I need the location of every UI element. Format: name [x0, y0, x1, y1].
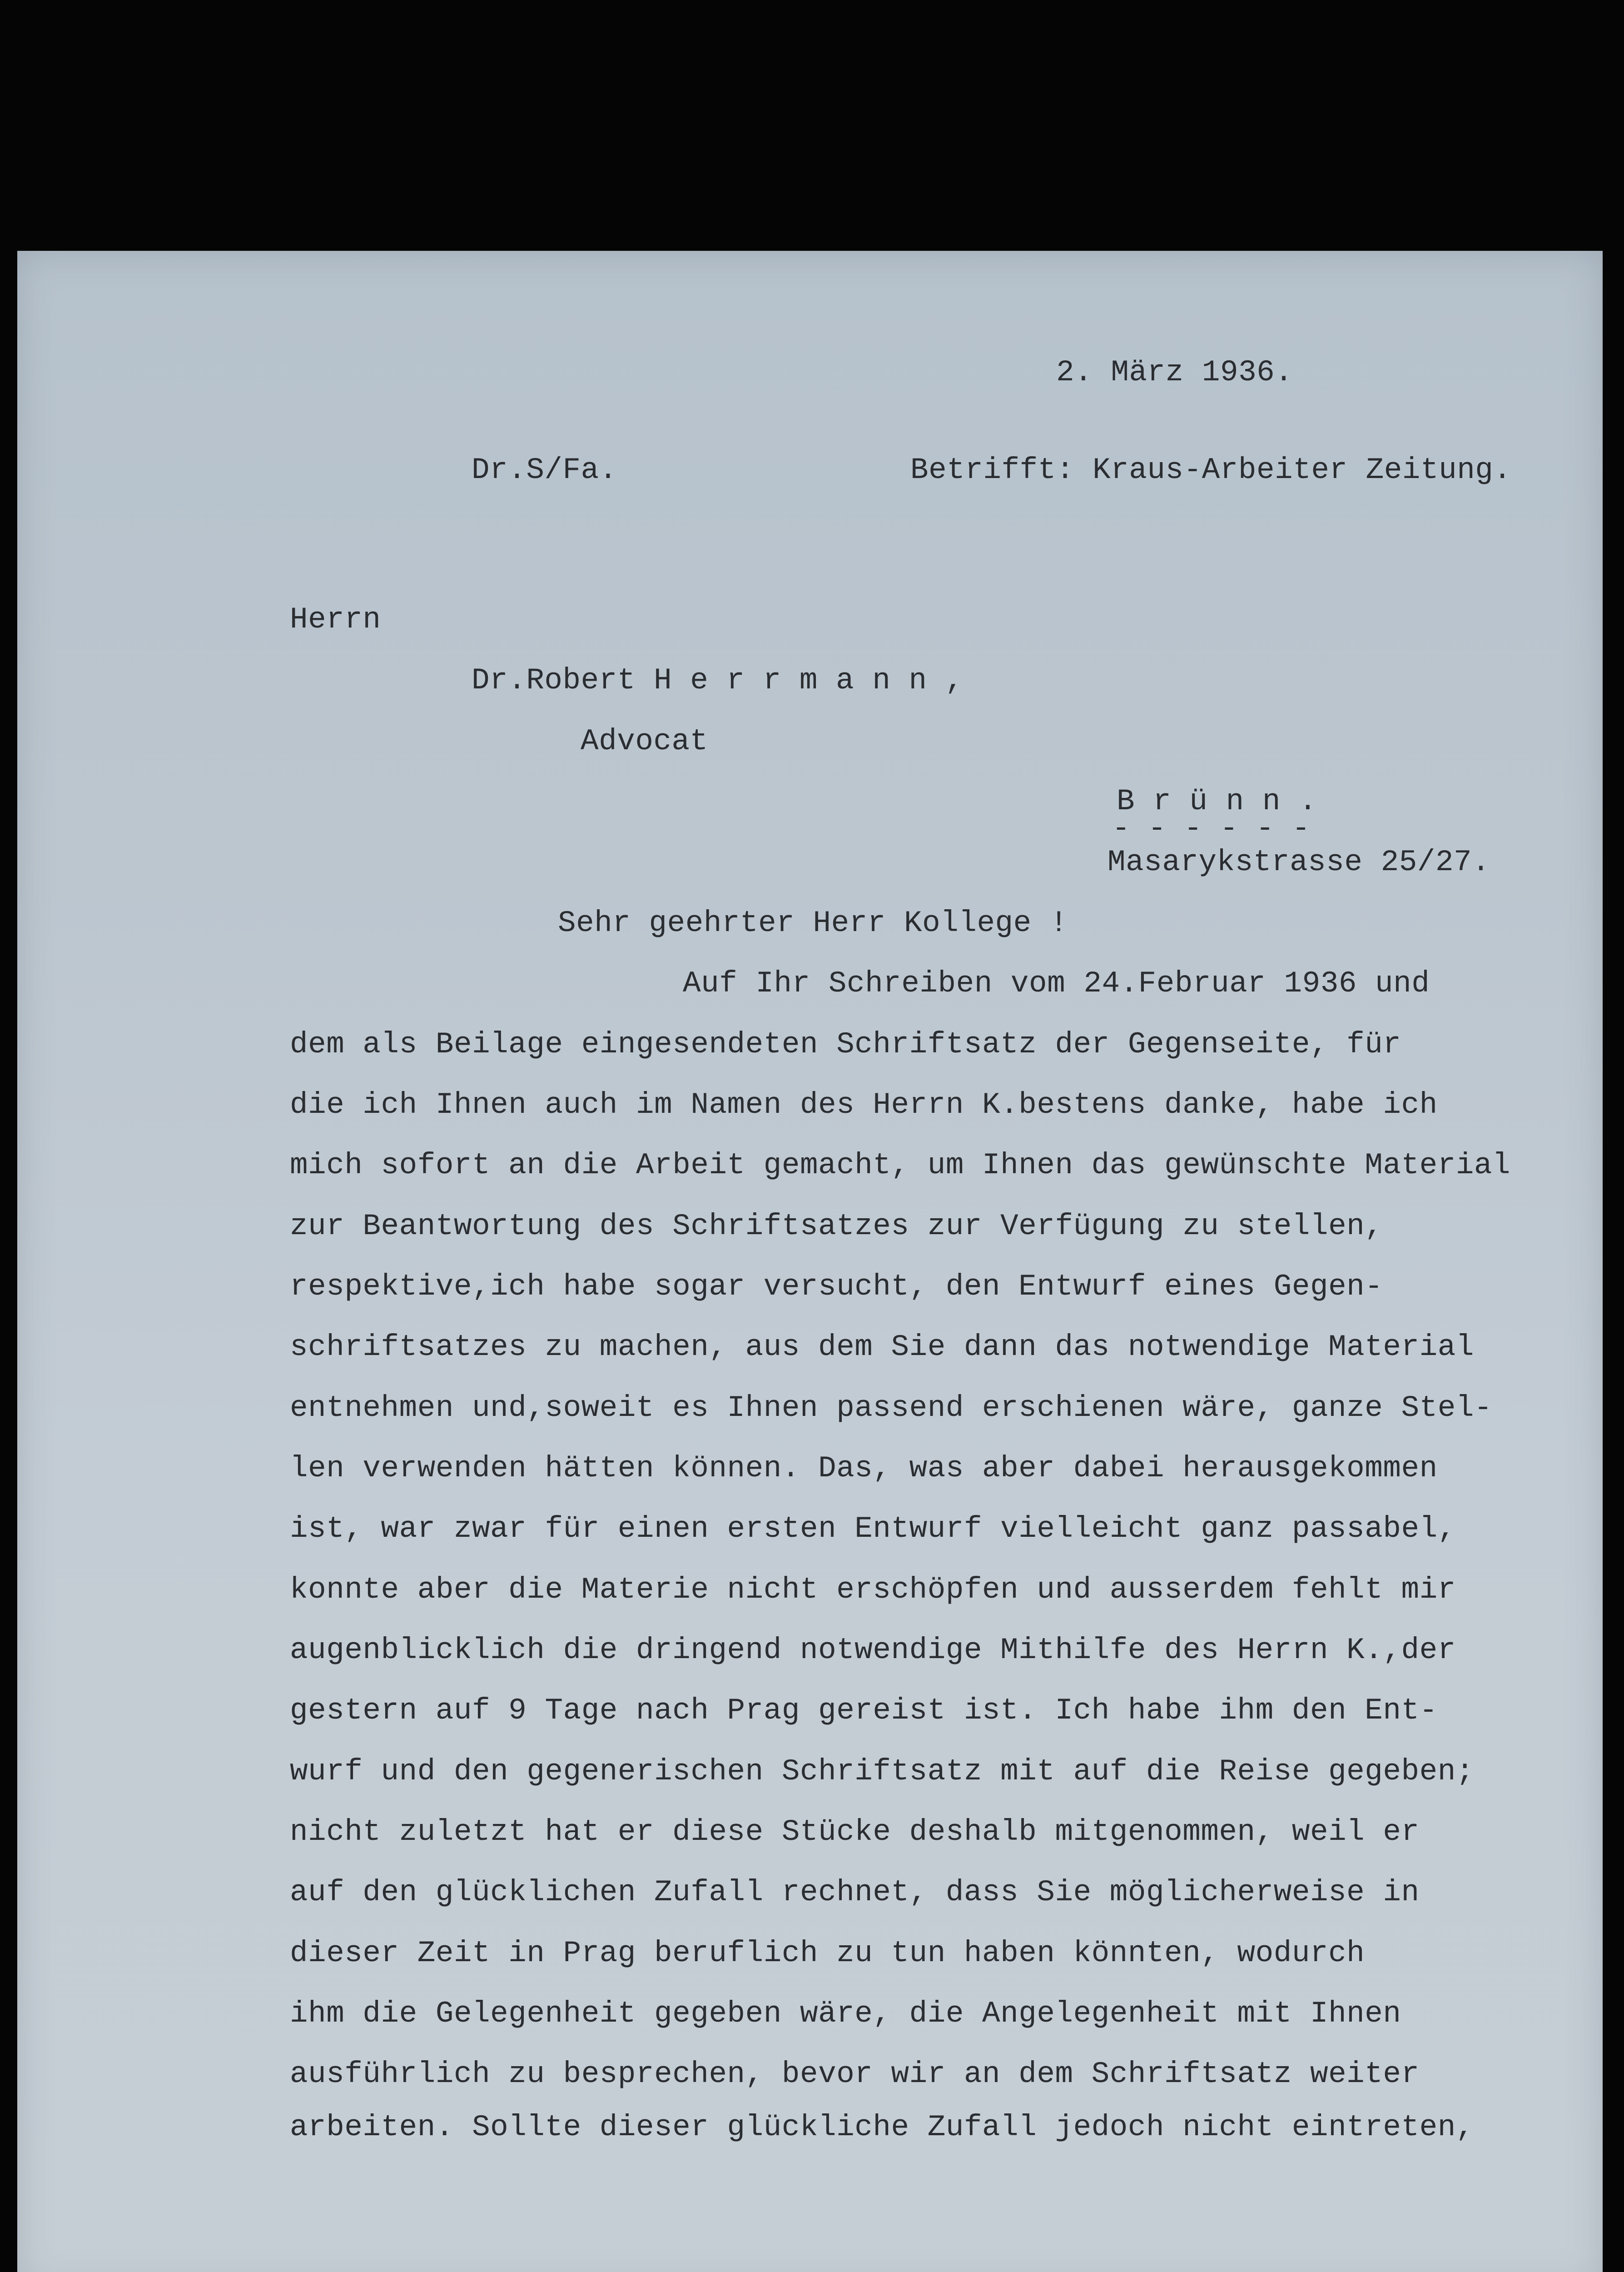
letter-date: 2. März 1936.	[1056, 355, 1293, 389]
body-line: augenblicklich die dringend notwendige Mithilfe des Herrn K.,der	[290, 1633, 1456, 1667]
body-line: ist, war zwar für einen ersten Entwurf vielleicht ganz passabel,	[290, 1512, 1456, 1546]
body-line: arbeiten. Sollte dieser glückliche Zufall jedoch nicht eintreten,	[290, 2110, 1474, 2144]
body-line: dem als Beilage eingesendeten Schriftsatz der Gegenseite, für	[290, 1027, 1401, 1061]
body-line: ihm die Gelegenheit gegeben wäre, die Angelegenheit mit Ihnen	[290, 1997, 1401, 2031]
body-line: entnehmen und,soweit es Ihnen passend erschienen wäre, ganze Stel-	[290, 1391, 1493, 1425]
body-line: Auf Ihr Schreiben vom 24.Februar 1936 und	[683, 967, 1430, 1001]
recipient-salutation: Herrn	[290, 603, 381, 637]
letter-page	[17, 251, 1603, 2272]
recipient-name: Dr.Robert H e r r m a n n ,	[472, 663, 963, 698]
body-line: gestern auf 9 Tage nach Prag gereist ist. Ich habe ihm den Ent-	[290, 1694, 1438, 1728]
body-line: len verwenden hätten können. Das, was aber dabei herausgekommen	[290, 1451, 1438, 1485]
greeting: Sehr geehrter Herr Kollege !	[558, 906, 1068, 940]
body-line: auf den glücklichen Zufall rechnet, dass Sie möglicherweise in	[290, 1875, 1420, 1909]
reference-code: Dr.S/Fa.	[472, 453, 617, 487]
body-line: zur Beantwortung des Schriftsatzes zur Verfügung zu stellen,	[290, 1209, 1383, 1243]
recipient-street: Masarykstrasse 25/27.	[1107, 845, 1490, 879]
city-underline: - - - - - -	[1112, 812, 1310, 846]
recipient-title: Advocat	[581, 724, 708, 758]
body-line: die ich Ihnen auch im Namen des Herrn K.bestens danke, habe ich	[290, 1088, 1438, 1122]
body-line: dieser Zeit in Prag beruflich zu tun haben könnten, wodurch	[290, 1936, 1365, 1970]
body-line: konnte aber die Materie nicht erschöpfen und ausserdem fehlt mir	[290, 1573, 1456, 1607]
subject-line: Betrifft: Kraus-Arbeiter Zeitung.	[910, 453, 1512, 487]
recipient-city: B r ü n n .	[1117, 784, 1317, 818]
body-line: respektive,ich habe sogar versucht, den Entwurf eines Gegen-	[290, 1270, 1383, 1304]
body-line: nicht zuletzt hat er diese Stücke deshalb mitgenommen, weil er	[290, 1815, 1420, 1849]
body-line: wurf und den gegenerischen Schriftsatz mit auf die Reise gegeben;	[290, 1754, 1474, 1789]
body-line: schriftsatzes zu machen, aus dem Sie dann das notwendige Material	[290, 1330, 1474, 1364]
body-line: ausführlich zu besprechen, bevor wir an dem Schriftsatz weiter	[290, 2057, 1420, 2091]
body-line: mich sofort an die Arbeit gemacht, um Ihnen das gewünschte Material	[290, 1148, 1511, 1182]
